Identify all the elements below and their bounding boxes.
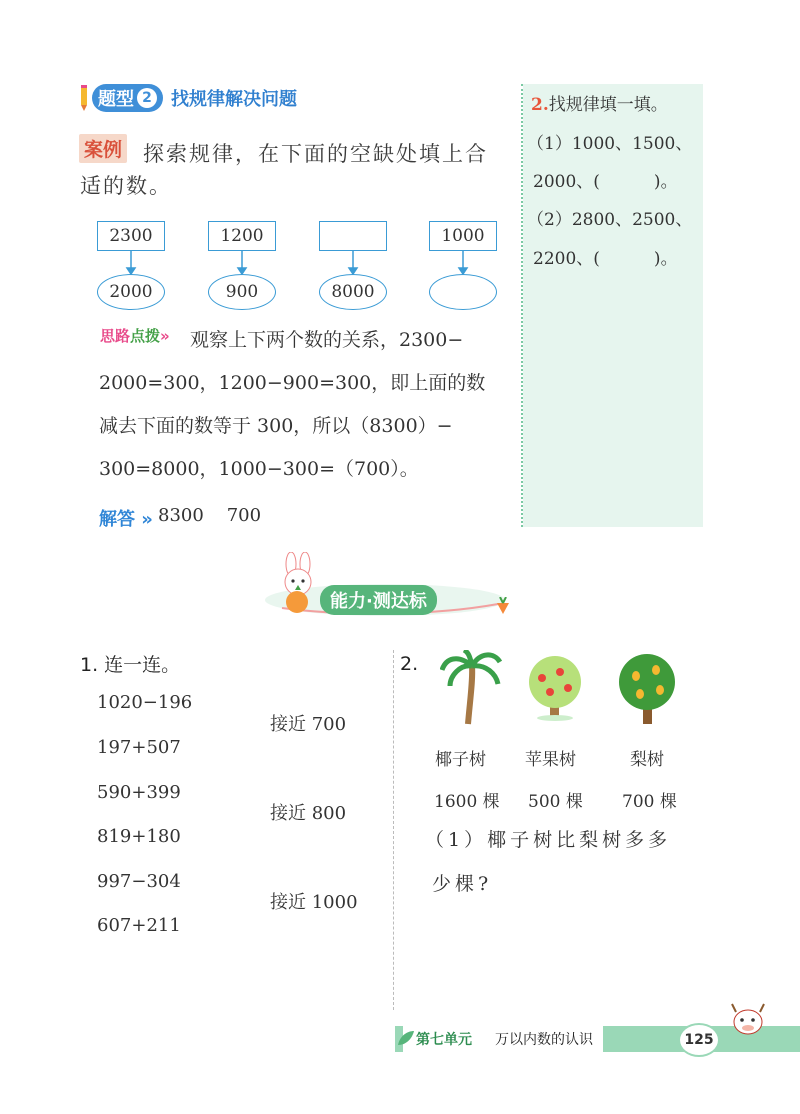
apple-tree-icon	[520, 654, 590, 722]
tree-label-apple: 苹果树	[525, 750, 576, 770]
hint-label-a: 思路	[100, 327, 131, 345]
pear-tree-icon	[614, 652, 680, 726]
cow-mascot-icon	[720, 998, 776, 1038]
answer-label: 解答 »	[99, 509, 153, 530]
tree-label-pear: 梨树	[630, 750, 664, 770]
footer-unit: 第七单元	[416, 1032, 472, 1048]
expression-2[interactable]: 197+507	[97, 737, 181, 758]
carrot-icon	[494, 597, 512, 615]
question1-title: 1. 连一连。	[80, 654, 181, 676]
bunny-mascot-icon	[275, 552, 323, 616]
banner-title: 能力·测达标	[320, 585, 437, 615]
column-divider	[393, 650, 394, 1010]
side-line3: （2）2800、2500、	[527, 210, 693, 230]
case-text-line1: 探索规律，在下面的空缺处填上合	[143, 142, 488, 166]
top-box-1: 2300	[97, 221, 165, 251]
type-badge-label: 题型	[98, 89, 134, 110]
side-line1: （1）1000、1500、	[527, 134, 693, 154]
hint-label: 思路点拨»	[100, 327, 170, 345]
expression-4[interactable]: 819+180	[97, 826, 181, 847]
top-box-4: 1000	[429, 221, 497, 251]
near-800[interactable]: 接近 800	[270, 803, 347, 824]
tree-label-coconut: 椰子树	[435, 750, 486, 770]
case-label: 案例	[79, 134, 127, 163]
side-panel-border	[521, 84, 525, 527]
footer-topic: 万以内数的认识	[495, 1032, 593, 1048]
bottom-ellipse-2: 900	[208, 274, 276, 310]
tree-count-apple: 500 棵	[528, 792, 583, 812]
page-number: 125	[678, 1023, 720, 1057]
answer-text: 8300 700	[158, 505, 262, 526]
section-title: 找规律解决问题	[171, 89, 297, 110]
tree-count-coconut: 1600 棵	[434, 792, 500, 812]
side-line2: 2000、( )。	[533, 172, 678, 192]
type-badge-number: 2	[137, 88, 157, 108]
bottom-ellipse-4	[429, 274, 497, 310]
hint-line4: 300=8000，1000−300=（700）。	[99, 458, 419, 480]
hint-label-b: 点拨	[130, 327, 161, 345]
q2-sub1-line2: 少棵?	[432, 873, 493, 895]
near-700[interactable]: 接近 700	[270, 714, 347, 735]
case-text-line2: 适的数。	[80, 174, 172, 198]
bottom-ellipse-1: 2000	[97, 274, 165, 310]
expression-5[interactable]: 997−304	[97, 871, 181, 892]
leaf-icon	[396, 1029, 416, 1047]
bottom-ellipse-3: 8000	[319, 274, 387, 310]
top-box-2: 1200	[208, 221, 276, 251]
tree-count-pear: 700 棵	[622, 792, 677, 812]
side-question-title: 2.找规律填一填。	[531, 95, 668, 115]
q2-sub1-line1: （1）椰子树比梨树多多	[425, 829, 672, 851]
coconut-tree-icon	[440, 650, 502, 726]
side-line4: 2200、( )。	[533, 249, 678, 269]
expression-6[interactable]: 607+211	[97, 915, 181, 936]
hint-line1: 观察上下两个数的关系，2300−	[190, 329, 464, 351]
hint-line3: 减去下面的数等于 300，所以（8300）−	[99, 415, 453, 437]
near-1000[interactable]: 接近 1000	[270, 892, 358, 913]
expression-3[interactable]: 590+399	[97, 782, 181, 803]
question2-number: 2.	[400, 653, 419, 675]
hint-line2: 2000=300，1200−900=300，即上面的数	[99, 372, 486, 394]
expression-1[interactable]: 1020−196	[97, 692, 193, 713]
